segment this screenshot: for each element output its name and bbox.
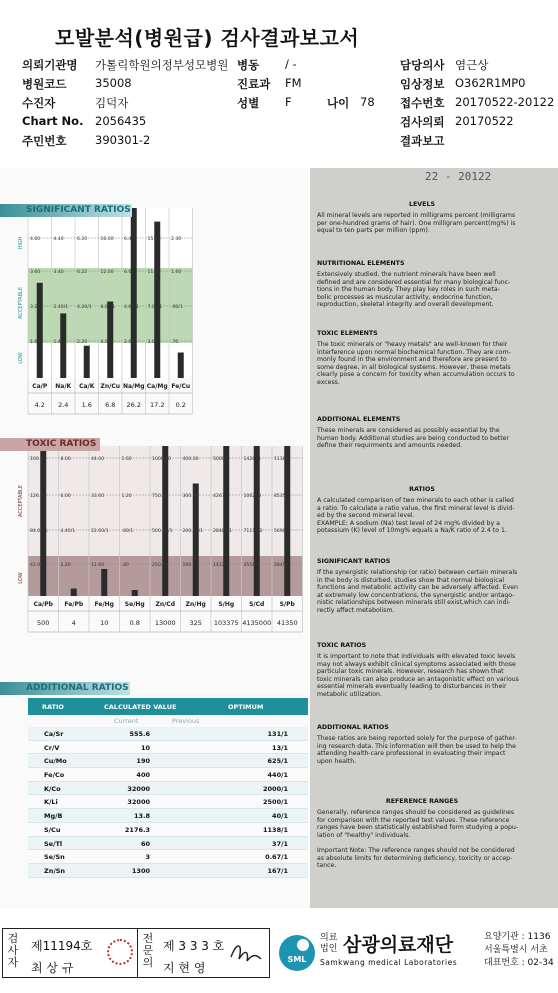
field-value: 염근상 — [455, 58, 489, 72]
report-title: 모발분석(병원급) 검사결과보고서 — [55, 26, 360, 50]
tick-label: 2.20 — [77, 340, 88, 345]
cell-current: 3 — [145, 853, 150, 862]
cell-optimum: 0.67/1 — [265, 853, 288, 862]
cell-ratio: S/Cu — [44, 825, 61, 834]
section-heading: SIGNIFICANT RATIOS — [317, 558, 391, 565]
field-value: 2056435 — [95, 114, 147, 128]
table-row — [28, 741, 308, 755]
tick-label: 4.00 — [30, 237, 41, 242]
table-subheader — [28, 715, 308, 727]
significant-ratios-chart — [0, 198, 310, 458]
tick-label: 33.60 — [91, 494, 105, 499]
info-row — [0, 114, 558, 134]
org-address — [484, 931, 554, 970]
tick-label: 8.00 — [60, 457, 71, 462]
field-label: 의뢰기관명 — [22, 58, 78, 72]
cell-current: 1300 — [131, 866, 150, 875]
category-label: Se/Hg — [124, 601, 145, 608]
value-label: 13000 — [154, 619, 176, 627]
org-name: 삼광의료재단 — [343, 934, 454, 956]
cell-optimum: 167/1 — [267, 866, 288, 875]
tick-label: 44.00 — [91, 457, 105, 462]
cell-optimum: 40/1 — [272, 812, 288, 821]
category-label: S/Cd — [249, 601, 265, 608]
section-body — [317, 212, 539, 235]
zone-label: ACCEPTABLE — [18, 485, 24, 517]
cell-optimum: 1138/1 — [263, 825, 288, 834]
category-label: Zn/Cd — [155, 601, 176, 608]
tick-label: 4.60/1 — [124, 305, 139, 310]
section-body — [317, 497, 539, 535]
value-label: 26.2 — [126, 401, 141, 409]
tick-label: 28480/1 — [213, 529, 233, 534]
org-english: Samkwang medical Laboratories — [320, 958, 458, 967]
tick-label: .80/1 — [121, 529, 134, 534]
field-value: FM — [285, 76, 302, 90]
field-value: / - — [285, 57, 297, 71]
section-paragraph: The toxic minerals or "heavy metals" are well-known for their interference upon normal biochemical function. They are com- monly found in the environment and therefore are present to some degree, in all biological systems. However, these metals clearly pose a concern for toxicity when accumulation occurs to excess. — [317, 341, 515, 386]
cell-current: 555.6 — [129, 730, 150, 738]
tick-label: 22.60/1 — [91, 529, 109, 534]
field-label: 담당의사 — [400, 58, 445, 72]
tick-label: 2.30 — [171, 237, 182, 242]
field-value: 20170522 — [455, 114, 514, 128]
cell-current: 190 — [136, 757, 150, 766]
tick-label: 3.60 — [30, 270, 41, 275]
section-body — [317, 735, 539, 765]
tick-label: 100.00 — [30, 457, 47, 462]
tick-label: 2.60 — [124, 340, 135, 345]
tick-label: 300.00 — [182, 494, 199, 499]
tick-label: 12.00 — [100, 270, 114, 275]
tick-label: 50000 — [213, 457, 228, 462]
field-label: 주민번호 — [22, 134, 67, 148]
table-row — [28, 754, 308, 768]
cell-current: 400 — [136, 771, 150, 780]
value-label: 17.2 — [150, 401, 165, 409]
section-body — [317, 271, 539, 309]
toxic-ratios-title: TOXIC RATIOS — [0, 438, 100, 451]
tick-label: 6.00 — [60, 494, 71, 499]
tick-label: 1.60 — [171, 270, 182, 275]
tick-label: 4.40 — [53, 237, 64, 242]
tick-label: 500.00/1 — [152, 529, 173, 534]
value-label: 41350 — [276, 619, 298, 627]
tester-license: 제11194호 — [31, 939, 93, 953]
value-label: 103375 — [213, 619, 239, 627]
additional-ratios-title: ADDITIONAL RATIOS — [0, 682, 130, 695]
field-value: 가톨릭학원의정부성모병원 — [95, 58, 229, 72]
category-label: Ca/Pb — [33, 601, 53, 608]
cell-current: 32000 — [127, 798, 150, 807]
tick-label: 5690/1 — [274, 529, 291, 534]
value-label: 0.8 — [129, 619, 140, 627]
col-calculated: CALCULATED VALUE — [104, 703, 177, 711]
cell-ratio: Zn/Sn — [44, 866, 66, 875]
address-line: 대표번호 : 02-34 — [484, 958, 554, 968]
report-footer — [0, 924, 558, 984]
category-label: S/Hg — [218, 601, 235, 608]
cell-ratio: Fe/Co — [44, 771, 65, 780]
section-heading: ADDITIONAL RATIOS — [317, 724, 389, 731]
tick-label: 42675 — [213, 494, 228, 499]
bar-s-pb — [284, 446, 290, 596]
tester-label: 검사자 — [7, 932, 19, 969]
address-line: 서울특별시 서초 — [484, 945, 548, 955]
sml-logo — [276, 932, 318, 974]
tick-label: 4.00 — [100, 340, 111, 345]
category-label: Zn/Cu — [100, 383, 120, 390]
value-label: 4.2 — [34, 401, 45, 409]
cell-optimum: 131/1 — [267, 730, 288, 738]
tick-label: 6.40 — [124, 237, 135, 242]
category-label: Zn/Hg — [185, 601, 206, 608]
bar-fe-cu — [178, 353, 184, 379]
section-heading: LEVELS — [408, 201, 436, 208]
field-value: O362R1MP0 — [455, 76, 526, 90]
tick-label: 2.40/1 — [53, 305, 69, 310]
zone-label: HIGH — [18, 236, 24, 250]
cell-optimum: 2000/1 — [263, 784, 288, 793]
cell-ratio: Cr/V — [44, 743, 60, 752]
table-row — [28, 809, 308, 823]
specialist-label: 전문의 — [142, 932, 154, 969]
explanation-panel — [310, 168, 558, 908]
value-label: 4 — [71, 619, 76, 627]
tick-label: 750.00 — [152, 494, 169, 499]
cell-current: 10 — [140, 743, 150, 752]
cell-current: 2176.3 — [124, 825, 150, 834]
bar-se-hg — [132, 590, 138, 596]
tick-label: 4.40/1 — [60, 529, 76, 534]
cell-current: 60 — [140, 839, 150, 848]
info-row — [0, 95, 558, 115]
category-label: Na/K — [55, 383, 72, 390]
col-optimum: OPTIMUM — [228, 703, 264, 711]
value-label: 6.8 — [105, 401, 116, 409]
tick-label: 11.60 — [91, 563, 105, 568]
tick-label: 42.00 — [30, 563, 44, 568]
cell-optimum: 440/1 — [267, 771, 288, 780]
info-row — [0, 133, 558, 153]
value-label: 2.4 — [58, 401, 69, 409]
tick-label: 14225 — [213, 563, 228, 568]
tick-label: 6.20 — [77, 237, 88, 242]
table-row — [28, 768, 308, 782]
tick-label: 1.60 — [121, 457, 132, 462]
tick-label: 1000.00 — [152, 457, 171, 462]
section-body — [317, 653, 539, 699]
section-paragraph: All mineral levels are reported in milligrams percent (milligrams per one-hundred grams of hair). One milligram percent(mg%) is equal to ten parts per million (ppm). — [317, 212, 516, 235]
toxic-ratios-chart — [0, 436, 310, 671]
table-row — [28, 795, 308, 809]
tick-label: 7.00/1 — [147, 305, 163, 310]
zone-label: ACCEPTABLE — [18, 287, 24, 319]
col-ratio: RATIO — [42, 703, 64, 711]
tick-label: 3.20 — [30, 305, 41, 310]
cell-optimum: 37/1 — [272, 839, 288, 848]
section-paragraph: These minerals are considered as possibly essential by the human body. Additional studies are being conducted to better define their requirments and amounts needed. — [317, 427, 509, 450]
zone-label: LOW — [18, 572, 24, 584]
field-label: 검사의뢰 — [400, 115, 445, 129]
zone-label: LOW — [18, 352, 24, 364]
info-row — [0, 57, 558, 77]
category-label: Ca/Mg — [146, 383, 168, 390]
seal-stamp — [107, 939, 133, 965]
specialist-license: 제 3 3 3 호 — [163, 939, 225, 953]
cell-ratio: K/Li — [44, 798, 58, 807]
field-label: 병동 — [237, 58, 260, 72]
field-value: 김덕자 — [95, 96, 129, 110]
value-label: 500 — [37, 619, 50, 627]
section-heading: REFERENCE RANGES — [385, 798, 459, 805]
field-label: 결과보고 — [400, 134, 445, 148]
value-label: 4135000 — [242, 619, 272, 627]
value-label: 325 — [189, 619, 202, 627]
tick-label: 8.00/1 — [100, 305, 116, 310]
bar-ca-mg — [154, 222, 160, 378]
tick-label: 35562 — [243, 563, 259, 568]
category-label: S/Pb — [279, 601, 295, 608]
category-label: Fe/Pb — [64, 601, 84, 608]
tick-label: 106288 — [243, 494, 262, 499]
tick-label: 1.20 — [121, 494, 132, 499]
field-label: 진료과 — [237, 77, 271, 91]
bar-ca-pb — [40, 446, 46, 596]
tick-label: 1.40 — [53, 340, 64, 345]
table-row — [28, 823, 308, 837]
category-label: Fe/Hg — [94, 601, 114, 608]
table-header — [28, 698, 308, 715]
tick-label: 6.22 — [77, 270, 88, 275]
section-body — [317, 427, 539, 450]
cell-current: 13.8 — [133, 812, 150, 821]
table-row — [28, 864, 308, 878]
tick-label: 3.00 — [147, 340, 158, 345]
section-paragraph: These ratios are being reported solely for the purpose of gather- ing research data. This information will then be used to help the attending health-care professional in evaluating their impact upon health. — [317, 735, 517, 765]
signature-mark — [227, 939, 267, 969]
section-heading: TOXIC ELEMENTS — [317, 330, 378, 337]
tick-label: 400.00 — [182, 457, 199, 462]
value-label: 0.2 — [175, 401, 186, 409]
tick-label: 4.20/1 — [77, 305, 92, 310]
field-value: 35008 — [95, 76, 132, 90]
table-row — [28, 782, 308, 796]
section-paragraph: If the synergistic relationship (or ratio) between certain minerals in the body is disturbed, studies show that normal biological functions and metabolic activity can be adversely affected. Even at extremely low concentrations, the synergistic and/or antago- nistic relationships between minerals still exist,which can indi- rectly affect metabolism. — [317, 569, 518, 614]
tick-label: .70 — [171, 340, 179, 345]
cell-optimum: 625/1 — [267, 757, 288, 766]
cell-optimum: 13/1 — [272, 743, 288, 752]
additional-ratios-table — [28, 698, 308, 878]
section-paragraph: Extensively studied, the nutrient minerals have been well defined and are considered essential for many biological func- tions in the human body. They play key roles in such meta- bolic processes as muscular activity, endocrine function, reproduction, skeletal integrity and overall development. — [317, 271, 511, 309]
field-value: 78 — [360, 95, 375, 109]
cell-ratio: Se/Sn — [44, 853, 65, 862]
category-label: Na/Mg — [122, 383, 145, 390]
tick-label: .90/1 — [171, 305, 183, 310]
bar-ca-k — [84, 346, 90, 378]
tick-label: 15.00 — [147, 237, 161, 242]
bar-s-cd — [254, 446, 260, 596]
tick-label: 16.00 — [100, 237, 114, 242]
field-value: 390301-2 — [95, 133, 151, 147]
tick-label: .40 — [121, 563, 129, 568]
tick-label: 11380 — [274, 457, 289, 462]
handwritten-note: 22 - 20122 — [425, 170, 492, 183]
section-paragraph: Generally, reference ranges should be considered as guidelines for comparison with the reported test values. These reference ranges have been statistically established form studying a popu- lation of "healthy" individuals. Important Note: The reference ranges should not be considered as absolute limits for determining deficiency, toxicity or accep- tance. — [317, 809, 519, 870]
bar-s-hg — [223, 446, 229, 596]
table-body — [28, 727, 308, 878]
svg-text:SML: SML — [287, 955, 307, 964]
field-label: Chart No. — [22, 114, 84, 128]
tick-label: 2845 — [274, 563, 286, 568]
cell-ratio: Mg/B — [44, 812, 63, 821]
org-kind: 의료법인 — [320, 933, 338, 954]
field-label: 접수번호 — [400, 96, 445, 110]
bar-fe-pb — [71, 589, 77, 597]
tester-name: 최 상 규 — [31, 961, 74, 975]
value-label: 10 — [100, 619, 109, 627]
tick-label: 250.00 — [152, 563, 169, 568]
category-label: Fe/Cu — [171, 383, 191, 390]
section-body — [317, 341, 539, 387]
cell-optimum: 2500/1 — [263, 798, 288, 807]
address-line: 요양기관 : 1136 — [484, 932, 551, 942]
section-body — [317, 809, 539, 870]
tick-label: 3.40 — [53, 270, 64, 275]
tick-label: 142851 — [243, 457, 262, 462]
tick-label: 1.60 — [30, 340, 41, 345]
table-row — [28, 850, 308, 864]
tester-box — [2, 928, 270, 978]
bar-na-mg — [131, 208, 137, 378]
section-paragraph: It is important to note that individuals with elevated toxic levels may not always exhibit clinical symptoms associated with those particular toxic minerals. However, research has shown that toxic minerals can also produce an antagonistic effect on various essential minerals eventually leading to disturbances in their metabolic utilization. — [317, 653, 519, 698]
cell-ratio: Cu/Mo — [44, 757, 67, 766]
table-row — [28, 727, 308, 741]
tick-label: 71118/2 — [243, 529, 263, 534]
bar-fe-hg — [101, 569, 107, 596]
col-previous: Previous — [172, 717, 200, 725]
specialist-name: 지 현 영 — [163, 961, 206, 975]
section-heading: ADDITIONAL ELEMENTS — [317, 416, 401, 423]
field-label: 임상정보 — [400, 77, 445, 91]
cell-ratio: Ca/Sr — [44, 730, 64, 738]
field-label: 수진자 — [22, 96, 56, 110]
cell-current: 32000 — [127, 784, 150, 793]
significant-ratios-title: SIGNIFICANT RATIOS — [0, 204, 132, 217]
tick-label: 2.20 — [60, 563, 71, 568]
field-label: 성별 — [237, 96, 260, 110]
section-paragraph: A calculated comparison of two minerals to each other is called a ratio. To calculate a ratio value, the first mineral level is divid- ed by the second mineral level. EXAMPLE: A sodium (Na) test level of 24 mg% divided by a potassium (K) level of 10mg% equals a Na/K ratio of 2.4 to 1. — [317, 497, 515, 535]
cell-ratio: Se/Tl — [44, 839, 63, 848]
field-value: 20170522-20122 — [455, 95, 555, 109]
tick-label: 6.60 — [124, 270, 135, 275]
tick-label: 11.00 — [147, 270, 161, 275]
bar-ca-p — [37, 283, 43, 378]
tick-label: 126.00 — [30, 494, 47, 499]
field-value: F — [285, 95, 292, 109]
cell-ratio: K/Co — [44, 784, 61, 793]
section-heading: NUTRITIONAL ELEMENTS — [317, 260, 405, 267]
tick-label: 100.00 — [182, 563, 199, 568]
field-label: 나이 — [327, 96, 350, 110]
bar-zn-cd — [162, 446, 168, 596]
field-label: 병원코드 — [22, 77, 67, 91]
info-row — [0, 76, 558, 96]
bar-na-k — [60, 313, 66, 378]
section-heading: RATIOS — [409, 486, 435, 493]
category-label: Ca/P — [32, 383, 48, 390]
section-body — [317, 569, 539, 615]
tick-label: 84.00/1 — [30, 529, 48, 534]
category-label: Ca/K — [79, 383, 95, 390]
bar-zn-hg — [193, 484, 199, 597]
value-label: 1.6 — [81, 401, 92, 409]
col-current: Current — [114, 717, 139, 725]
table-row — [28, 837, 308, 851]
section-heading: TOXIC RATIOS — [317, 642, 367, 649]
tick-label: 8535 — [274, 494, 286, 499]
tick-label: 200.00/1 — [182, 529, 204, 534]
